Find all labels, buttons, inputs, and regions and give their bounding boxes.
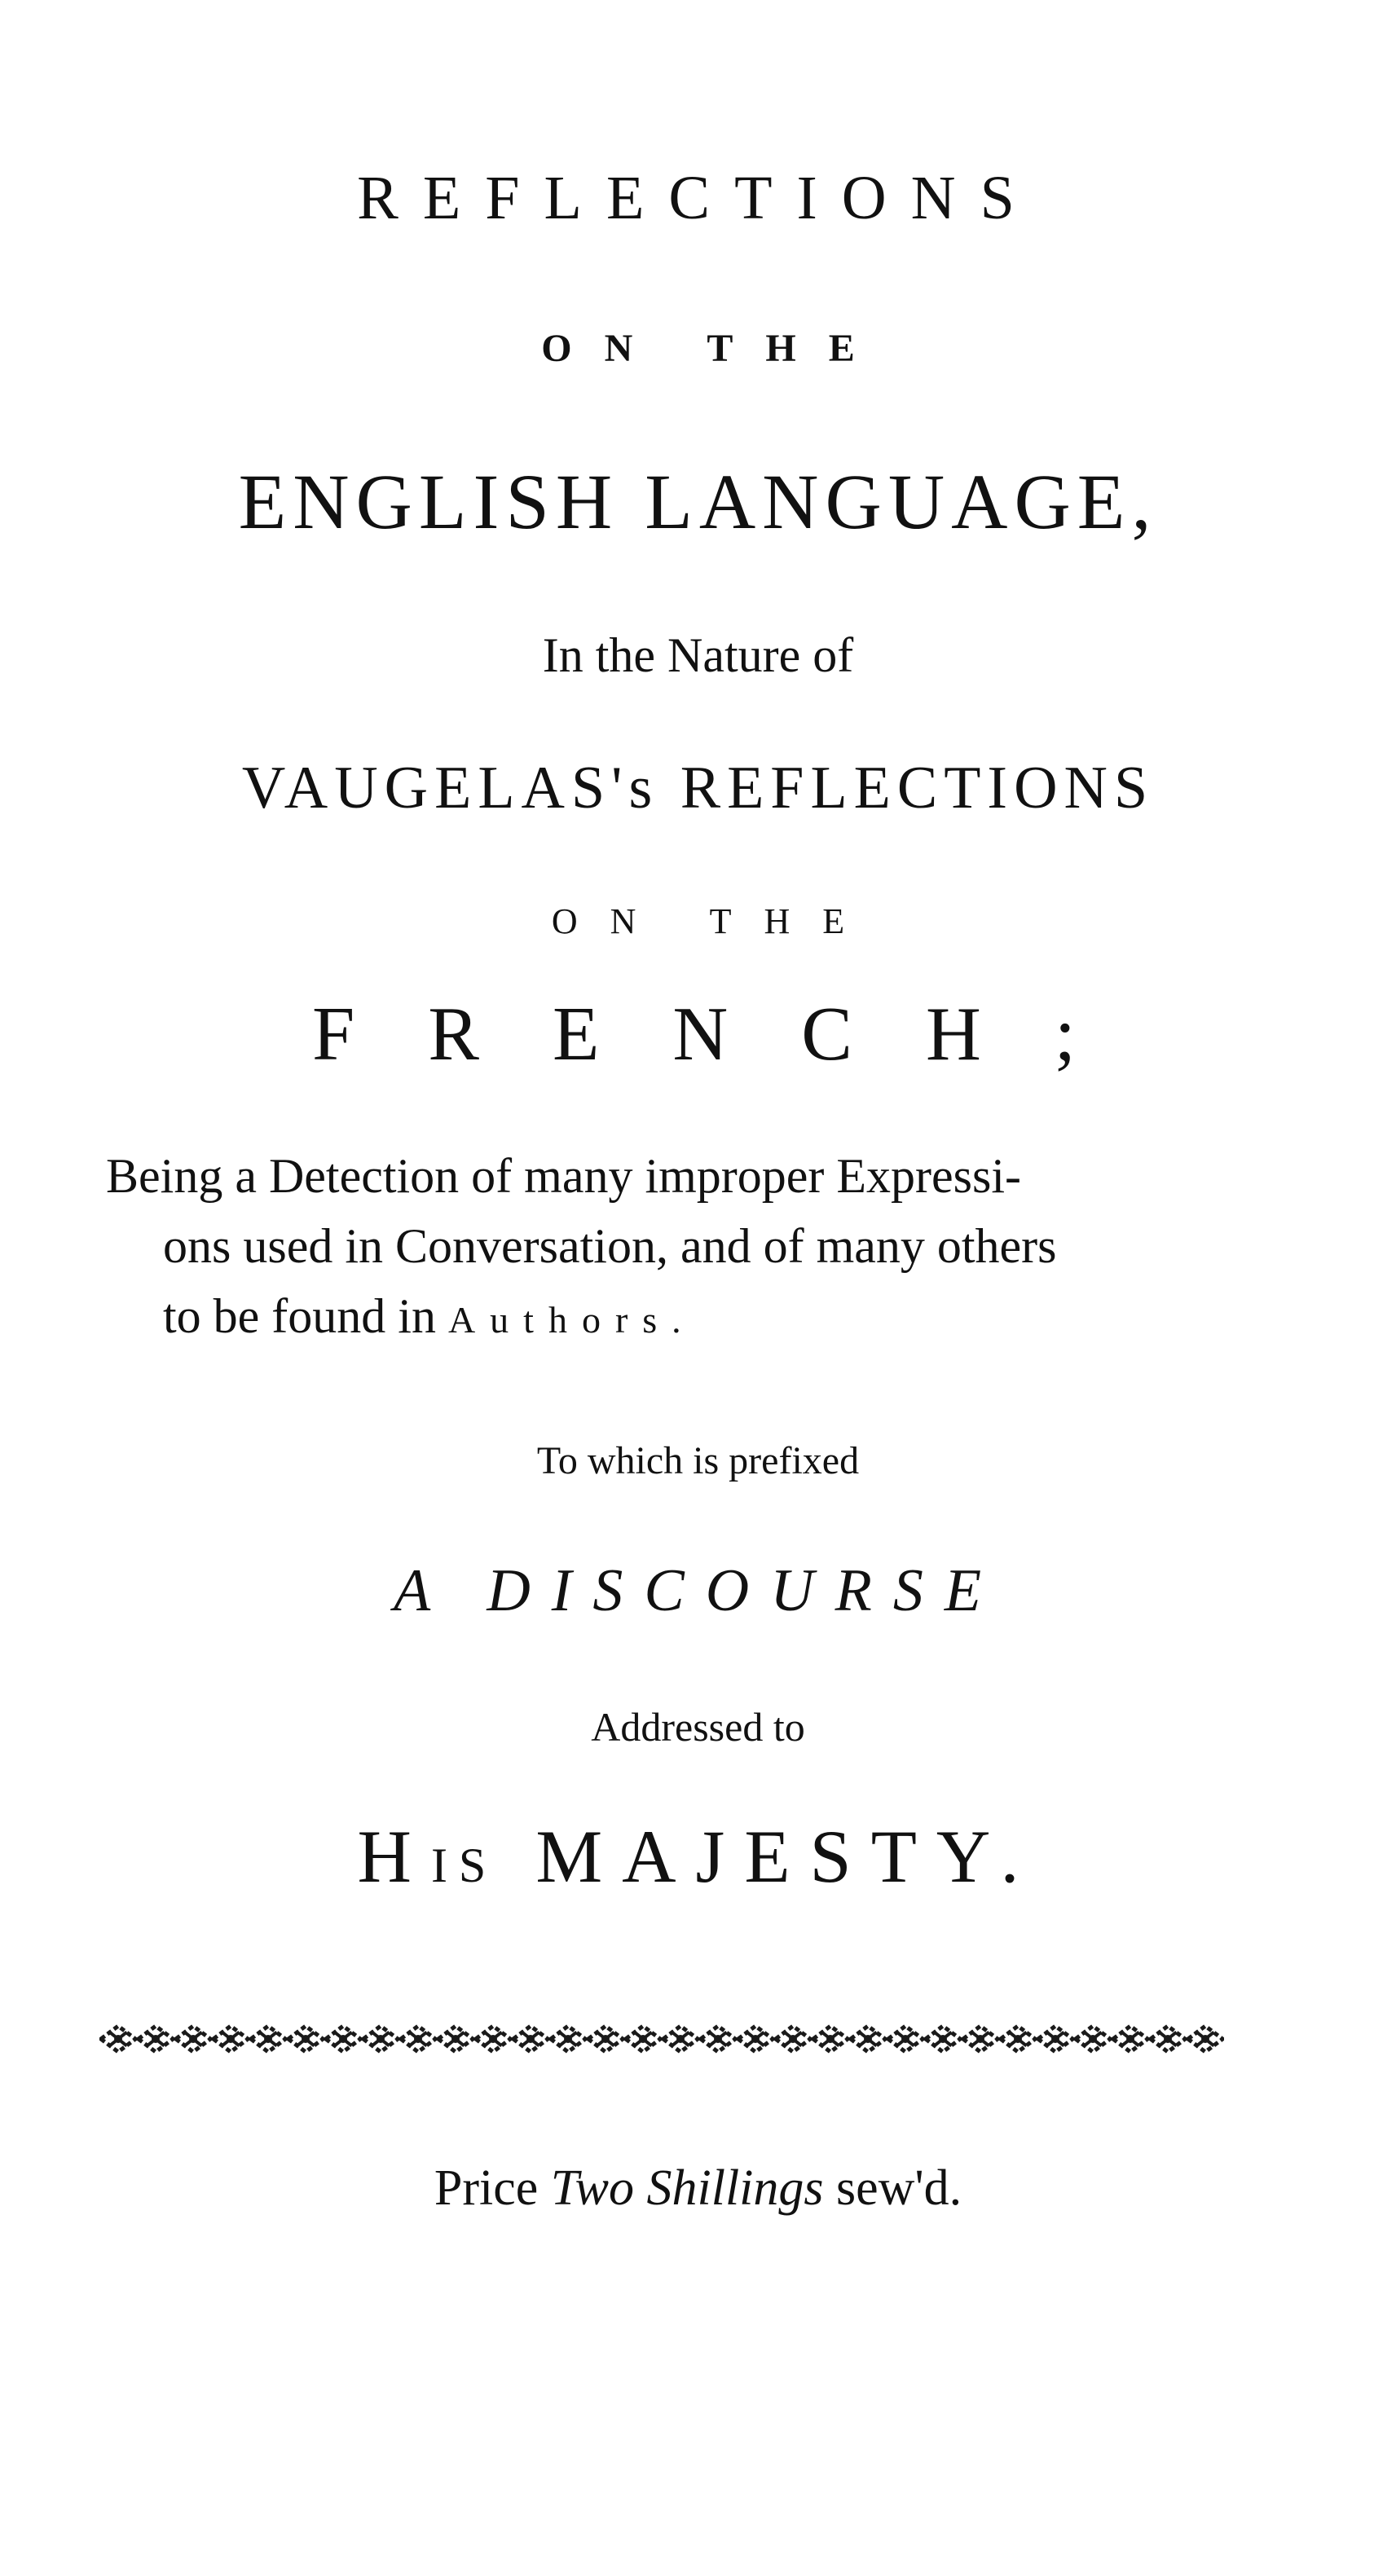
fleuron-unit: [851, 2026, 885, 2052]
on-the-heading-2: ON THE: [551, 901, 878, 941]
description-line-1: Being a Detection of many improper Expressi-: [106, 1149, 1022, 1203]
description-line-3: [106, 1281, 1279, 1355]
nature-of-line: In the Nature of: [542, 628, 854, 682]
fleuron-unit: [438, 2026, 473, 2052]
description-paragraph: [106, 1141, 1279, 1355]
fleuron-unit: [926, 2026, 960, 2052]
fleuron-unit: [513, 2026, 548, 2052]
fleuron-unit: [701, 2026, 735, 2052]
fleuron-unit: [1188, 2026, 1222, 2052]
subject-heading: ENGLISH LANGUAGE,: [238, 458, 1158, 545]
fleuron-unit: [813, 2026, 848, 2052]
fleuron-unit: [288, 2026, 323, 2052]
fleuron-unit: [176, 2026, 210, 2052]
fleuron-unit: [214, 2026, 248, 2052]
fleuron-unit: [1038, 2026, 1072, 2052]
fleuron-unit: [963, 2026, 997, 2052]
fleuron-unit: [738, 2026, 773, 2052]
addressed-line: Addressed to: [591, 1704, 805, 1750]
fleuron-unit: [551, 2026, 585, 2052]
fleuron-unit: [476, 2026, 510, 2052]
fleuron-unit: [363, 2026, 398, 2052]
fleuron-unit: [401, 2026, 435, 2052]
authors-word: Authors.: [447, 1299, 696, 1341]
fleuron-unit: [888, 2026, 923, 2052]
description-line-3-text: to be found in: [163, 1289, 448, 1343]
fleuron-unit: [1076, 2026, 1110, 2052]
french-heading: FRENCH;: [312, 992, 1149, 1077]
description-line-2: ons used in Conversation, and of many others: [163, 1219, 1057, 1273]
majesty-heading: [0, 1813, 1396, 1900]
fleuron-unit: [139, 2026, 173, 2052]
fleuron-unit: [1001, 2026, 1035, 2052]
fleuron-border-icon: [99, 2013, 1224, 2065]
on-the-heading-1: ON THE: [541, 327, 887, 370]
fleuron-unit: [101, 2026, 135, 2052]
discourse-heading: A DISCOURSE: [393, 1557, 1003, 1624]
fleuron-unit: [626, 2026, 660, 2052]
fleuron-unit: [1113, 2026, 1147, 2052]
vaugelas-heading: VAUGELAS's REFLECTIONS: [241, 755, 1155, 821]
fleuron-unit: [588, 2026, 623, 2052]
fleuron-unit: [1151, 2026, 1185, 2052]
majesty-his-rest: IS: [430, 1838, 498, 1892]
price-line: [0, 2160, 1396, 2217]
fleuron-unit: [663, 2026, 698, 2052]
fleuron-unit: [251, 2026, 285, 2052]
prefixed-line: To which is prefixed: [536, 1439, 860, 1482]
fleuron-unit: [326, 2026, 360, 2052]
price-amount: Two Shillings: [550, 2160, 824, 2216]
price-start: Price: [434, 2160, 551, 2216]
majesty-his-initial: H: [357, 1815, 431, 1898]
main-title: REFLECTIONS: [357, 164, 1039, 232]
fleuron-unit: [776, 2026, 810, 2052]
price-end: sew'd.: [823, 2160, 962, 2216]
majesty-word: MAJESTY.: [535, 1815, 1039, 1898]
